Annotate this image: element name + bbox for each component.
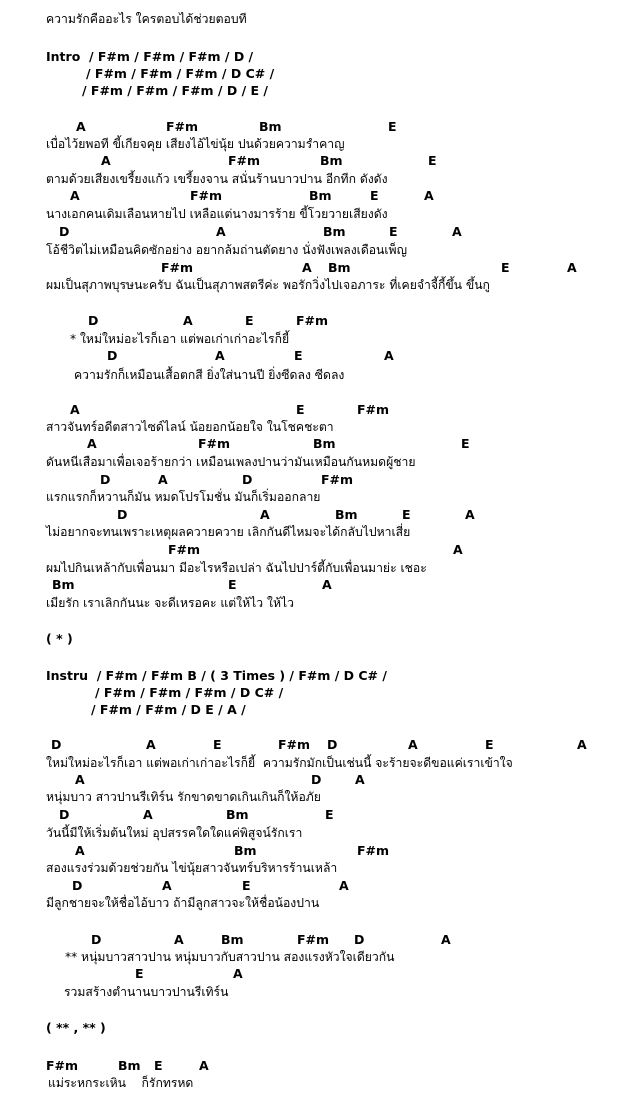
chord-label: D xyxy=(91,932,102,947)
section-heading: Intro / F#m / F#m / F#m / D / xyxy=(46,49,254,64)
chord-label: F#m xyxy=(357,402,390,417)
chord-label: Bm xyxy=(259,119,282,134)
chord-label: A xyxy=(339,878,349,893)
chord-label: A xyxy=(158,472,168,487)
chord-label: Bm xyxy=(234,843,257,858)
lyric-line: ไม่อยากจะทนเพราะเหตุผลควายควาย เลิกกันดีไหมจะได้กลับไปหาเสี่ย xyxy=(46,525,411,539)
lyric-line: ดันหนีเสือมาเพื่อเจอร้ายกว่า เหมือนเพลงปานว่ามันเหมือนกันหมดผู้ชาย xyxy=(46,455,416,469)
section-heading: ( * ) xyxy=(46,631,73,646)
chord-label: Bm xyxy=(118,1058,141,1073)
chord-label: F#m xyxy=(46,1058,79,1073)
section-heading: / F#m / F#m / D E / A / xyxy=(91,702,246,717)
chord-label: Bm xyxy=(313,436,336,451)
chord-label: A xyxy=(441,932,451,947)
chord-label: F#m xyxy=(321,472,354,487)
chord-label: A xyxy=(384,348,394,363)
lyric-line: ผมไปกินเหล้ากับเพื่อนมา มีอะไรหรือเปล่า ฉันไปปาร์ตี้กับเพื่อนมาย่ะ เชอะ xyxy=(46,561,427,575)
chord-label: A xyxy=(70,188,80,203)
chord-label: A xyxy=(424,188,434,203)
chord-label: Bm xyxy=(52,577,75,592)
lyric-line: แม่ระหกระเหิน ก็รักทรหด xyxy=(48,1076,194,1090)
chord-label: A xyxy=(452,224,462,239)
chord-label: D xyxy=(88,313,99,328)
chord-label: F#m xyxy=(190,188,223,203)
chord-label: A xyxy=(355,772,365,787)
section-heading: ( ** , ** ) xyxy=(46,1020,106,1035)
chord-label: A xyxy=(567,260,577,275)
chord-label: Bm xyxy=(328,260,351,275)
chord-label: A xyxy=(465,507,475,522)
chord-label: F#m xyxy=(198,436,231,451)
chord-label: D xyxy=(72,878,83,893)
chord-label: E xyxy=(213,737,222,752)
chord-label: A xyxy=(216,224,226,239)
lyric-line: เมียรัก เราเลิกกันนะ จะดีเหรอคะ แต่ให้ไว ให้ไว xyxy=(46,596,294,610)
lyric-line: แรกแรกก็หวานก็มัน หมดโปรโมชั่น มันก็เริ่มออกลาย xyxy=(46,490,321,504)
chord-label: D xyxy=(59,807,70,822)
lyric-line: ผมเป็นสุภาพบุรษนะครับ ฉันเป็นสุภาพสตรีค่ะ พอรักวิ่งไปเจอภาระ ที่เคยจำจี้กี้ขึ้น ขึ้นกู xyxy=(46,278,490,292)
chord-label: D xyxy=(100,472,111,487)
chord-label: E xyxy=(485,737,494,752)
chord-label: E xyxy=(294,348,303,363)
lyric-line: * ใหม่ใหม่อะไรก็เอา แต่พอเก่าเก่าอะไรก็ยี้ xyxy=(70,332,290,346)
chord-label: E xyxy=(325,807,334,822)
chord-label: A xyxy=(322,577,332,592)
chord-label: A xyxy=(453,542,463,557)
chord-label: E xyxy=(228,577,237,592)
chord-label: A xyxy=(174,932,184,947)
chord-label: F#m xyxy=(161,260,194,275)
chord-label: A xyxy=(215,348,225,363)
chord-label: A xyxy=(101,153,111,168)
chord-label: E xyxy=(428,153,437,168)
chord-label: Bm xyxy=(221,932,244,947)
section-heading: / F#m / F#m / F#m / D / E / xyxy=(82,83,268,98)
chord-label: E xyxy=(242,878,251,893)
chord-label: A xyxy=(75,772,85,787)
chord-label: A xyxy=(233,966,243,981)
chord-label: F#m xyxy=(228,153,261,168)
chord-label: D xyxy=(311,772,322,787)
section-heading: / F#m / F#m / F#m / D C# / xyxy=(95,685,284,700)
lyric-line: มีลูกชายจะให้ชื่อไอ้บาว ถ้ามีลูกสาวจะให้ชื่อน้องปาน xyxy=(46,896,320,910)
section-heading: / F#m / F#m / F#m / D C# / xyxy=(86,66,275,81)
chord-label: E xyxy=(389,224,398,239)
chord-label: D xyxy=(242,472,253,487)
chord-label: E xyxy=(245,313,254,328)
chord-label: E xyxy=(135,966,144,981)
chord-label: A xyxy=(260,507,270,522)
chord-label: A xyxy=(75,843,85,858)
chord-label: D xyxy=(51,737,62,752)
chord-label: F#m xyxy=(278,737,311,752)
chord-label: E xyxy=(370,188,379,203)
lyric-line: ** หนุ่มบาวสาวปาน หนุ่มบาวกับสาวปาน สองแรงหัวใจเดียวกัน xyxy=(65,950,395,964)
chord-label: A xyxy=(302,260,312,275)
lyric-line: ใหม่ใหม่อะไรก็เอา แต่พอเก่าเก่าอะไรก็ยี้ ความรักมักเป็นเช่นนี้ จะร้ายจะดีขอแค่เราเข้าใจ xyxy=(46,756,513,770)
lyric-line: หนุ่มบาว สาวปานรีเทิร์น รักขาดขาดเกินเกินก็ให้อภัย xyxy=(46,790,321,804)
lyric-line: รวมสร้างตำนานบาวปานรีเทิร์น xyxy=(64,985,229,999)
chord-label: F#m xyxy=(168,542,201,557)
chord-label: Bm xyxy=(320,153,343,168)
lyric-line: สองแรงร่วมด้วยช่วยกัน ไข่นุ้ยสาวจันทร์บริหารร้านเหล้า xyxy=(46,861,338,875)
lyric-line: วันนี้มีให้เริ่มต้นใหม่ อุปสรรคใดใดแค่พิสูจน์รักเรา xyxy=(46,826,303,840)
chord-label: A xyxy=(408,737,418,752)
chord-label: F#m xyxy=(296,313,329,328)
chord-label: E xyxy=(402,507,411,522)
chord-label: A xyxy=(199,1058,209,1073)
chord-label: A xyxy=(577,737,587,752)
lyric-line: โอ้ชีวิตไม่เหมือนคิดซักอย่าง อยากล้มถ่านตัดยาง นั่งฟังเพลงเดือนเพ็ญ xyxy=(46,243,407,257)
chord-label: E xyxy=(154,1058,163,1073)
chord-label: D xyxy=(107,348,118,363)
chord-label: A xyxy=(87,436,97,451)
lyric-line: ตามด้วยเสียงเขรี้ยงแก้ว เขรี้ยงจาน สนั่นร้านบาวปาน อีกทีก ดังดัง xyxy=(46,172,388,186)
chord-label: E xyxy=(388,119,397,134)
chord-label: A xyxy=(146,737,156,752)
chord-label: E xyxy=(501,260,510,275)
lyric-line: เบื่อไว้ยพอที ขี้เกียจคุย เสียงไอ้ไข่นุ้ย ปนด้วยความรำคาญ xyxy=(46,137,345,151)
chord-label: A xyxy=(76,119,86,134)
lyric-line: สาวจันทร์อดีตสาวไซด์ไลน์ น้อยอกน้อยใจ ในโชคชะตา xyxy=(46,420,334,434)
chord-label: F#m xyxy=(297,932,330,947)
chord-label: D xyxy=(327,737,338,752)
section-heading: Instru / F#m / F#m B / ( 3 Times ) / F#m / D C# / xyxy=(46,668,387,683)
chord-label: E xyxy=(296,402,305,417)
chord-label: A xyxy=(70,402,80,417)
chord-label: D xyxy=(354,932,365,947)
chord-label: F#m xyxy=(166,119,199,134)
chord-label: A xyxy=(143,807,153,822)
chord-label: E xyxy=(461,436,470,451)
lyric-line: ความรักคืออะไร ใครตอบได้ช่วยตอบที xyxy=(46,12,247,26)
chord-label: D xyxy=(59,224,70,239)
chord-label: Bm xyxy=(226,807,249,822)
lyric-line: ความรักก็เหมือนเสื้อตกสี ยิ่งใส่นานปี ยิ่งซีดลง ซีดลง xyxy=(74,368,345,382)
chord-label: A xyxy=(162,878,172,893)
chord-label: F#m xyxy=(357,843,390,858)
chord-label: Bm xyxy=(309,188,332,203)
lyric-line: นางเอกคนเดิมเลือนหายไป เหลือแต่นางมารร้าย ขี้โวยวายเสียงดัง xyxy=(46,207,388,221)
chord-label: Bm xyxy=(335,507,358,522)
chord-label: A xyxy=(183,313,193,328)
chord-label: Bm xyxy=(323,224,346,239)
chord-label: D xyxy=(117,507,128,522)
